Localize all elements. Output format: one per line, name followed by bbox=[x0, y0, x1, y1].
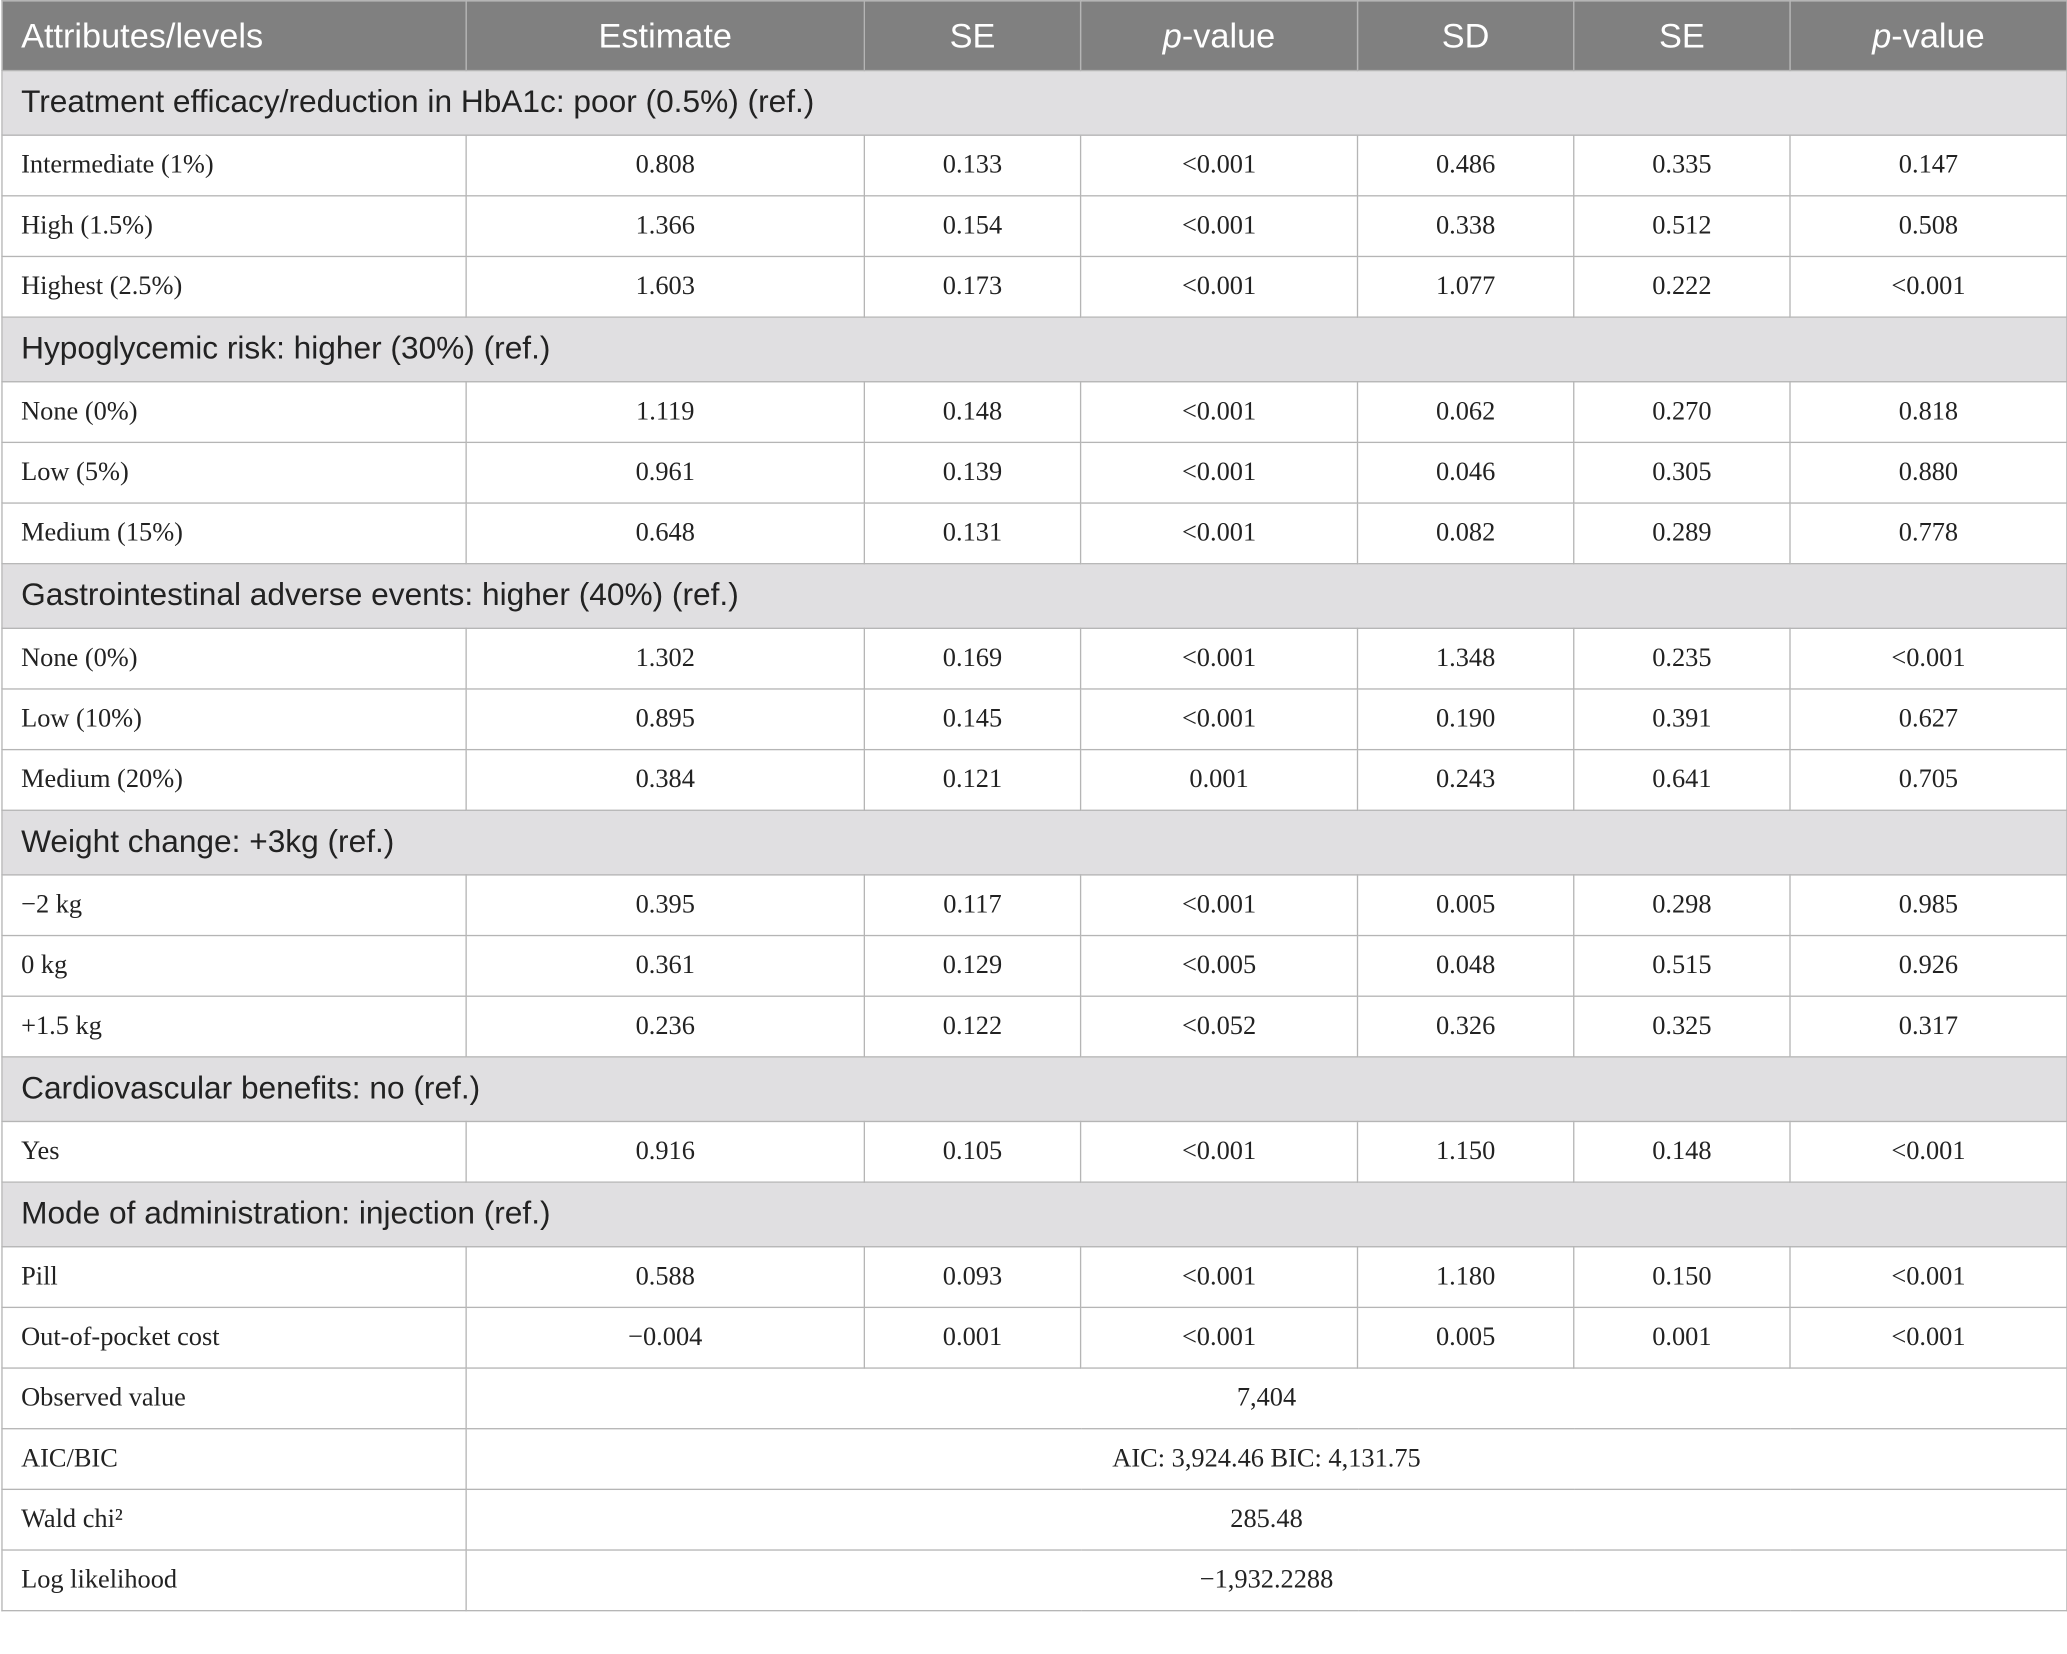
table-row bbox=[2, 996, 2067, 1057]
sd-se-cell: 0.148 bbox=[1574, 1121, 1790, 1182]
table-row bbox=[2, 936, 2067, 997]
section-row bbox=[2, 71, 2067, 136]
sd-se-cell: 0.512 bbox=[1574, 196, 1790, 257]
p-value-cell: <0.001 bbox=[1081, 689, 1358, 750]
estimate-cell: 1.366 bbox=[466, 196, 864, 257]
p-value-cell: <0.001 bbox=[1081, 1247, 1358, 1308]
p-value-cell: <0.001 bbox=[1081, 1307, 1358, 1368]
sd-p-value-cell: 0.985 bbox=[1790, 875, 2067, 936]
stat-label: Wald chi² bbox=[2, 1489, 466, 1550]
table-row bbox=[2, 750, 2067, 811]
se-cell: 0.093 bbox=[864, 1247, 1080, 1308]
p-value-cell: <0.005 bbox=[1081, 936, 1358, 997]
row-label: +1.5 kg bbox=[2, 996, 466, 1057]
estimate-cell: 0.361 bbox=[466, 936, 864, 997]
sd-p-value-cell: 0.705 bbox=[1790, 750, 2067, 811]
estimate-cell: 0.895 bbox=[466, 689, 864, 750]
stat-value: AIC: 3,924.46 BIC: 4,131.75 bbox=[466, 1429, 2067, 1490]
stat-label: Observed value bbox=[2, 1368, 466, 1429]
header-p-rest: -value bbox=[1181, 15, 1276, 55]
sd-cell: 0.005 bbox=[1357, 875, 1573, 936]
sd-p-value-cell: 0.147 bbox=[1790, 135, 2067, 196]
se-cell: 0.117 bbox=[864, 875, 1080, 936]
row-label: Low (10%) bbox=[2, 689, 466, 750]
p-value-cell: <0.001 bbox=[1081, 503, 1358, 564]
sd-cell: 0.486 bbox=[1357, 135, 1573, 196]
sd-cell: 0.082 bbox=[1357, 503, 1573, 564]
p-value-cell: <0.001 bbox=[1081, 256, 1358, 317]
table-row bbox=[2, 135, 2067, 196]
sd-cell: 0.062 bbox=[1357, 382, 1573, 443]
sd-se-cell: 0.289 bbox=[1574, 503, 1790, 564]
sd-se-cell: 0.001 bbox=[1574, 1307, 1790, 1368]
table-row bbox=[2, 503, 2067, 564]
table-row bbox=[2, 628, 2067, 689]
se-cell: 0.121 bbox=[864, 750, 1080, 811]
stat-row bbox=[2, 1489, 2067, 1550]
table-body bbox=[2, 71, 2067, 1611]
sd-p-value-cell: 0.317 bbox=[1790, 996, 2067, 1057]
sd-p-value-cell: 0.818 bbox=[1790, 382, 2067, 443]
estimate-cell: 1.603 bbox=[466, 256, 864, 317]
table-row bbox=[2, 689, 2067, 750]
row-label: Pill bbox=[2, 1247, 466, 1308]
sd-se-cell: 0.305 bbox=[1574, 442, 1790, 503]
row-label: 0 kg bbox=[2, 936, 466, 997]
sd-cell: 1.348 bbox=[1357, 628, 1573, 689]
sd-p-value-cell: 0.880 bbox=[1790, 442, 2067, 503]
table-row bbox=[2, 196, 2067, 257]
sd-p-value-cell: 0.926 bbox=[1790, 936, 2067, 997]
sd-p-value-cell: <0.001 bbox=[1790, 628, 2067, 689]
header-se: SE bbox=[864, 1, 1080, 71]
sd-p-value-cell: 0.508 bbox=[1790, 196, 2067, 257]
sd-se-cell: 0.222 bbox=[1574, 256, 1790, 317]
sd-se-cell: 0.335 bbox=[1574, 135, 1790, 196]
sd-cell: 1.180 bbox=[1357, 1247, 1573, 1308]
sd-p-value-cell: <0.001 bbox=[1790, 1247, 2067, 1308]
sd-se-cell: 0.150 bbox=[1574, 1247, 1790, 1308]
section-title: Weight change: +3kg (ref.) bbox=[2, 810, 2067, 875]
estimate-cell: 1.302 bbox=[466, 628, 864, 689]
p-value-cell: <0.001 bbox=[1081, 875, 1358, 936]
sd-se-cell: 0.391 bbox=[1574, 689, 1790, 750]
row-label: Low (5%) bbox=[2, 442, 466, 503]
header-p-italic: p bbox=[1872, 15, 1892, 55]
se-cell: 0.131 bbox=[864, 503, 1080, 564]
section-row bbox=[2, 810, 2067, 875]
section-title: Hypoglycemic risk: higher (30%) (ref.) bbox=[2, 317, 2067, 382]
row-label: Medium (15%) bbox=[2, 503, 466, 564]
sd-se-cell: 0.515 bbox=[1574, 936, 1790, 997]
se-cell: 0.139 bbox=[864, 442, 1080, 503]
p-value-cell: 0.001 bbox=[1081, 750, 1358, 811]
sd-cell: 0.190 bbox=[1357, 689, 1573, 750]
estimate-cell: −0.004 bbox=[466, 1307, 864, 1368]
header-attribute: Attributes/levels bbox=[2, 1, 466, 71]
section-row bbox=[2, 564, 2067, 629]
table-row bbox=[2, 1247, 2067, 1308]
table-row bbox=[2, 442, 2067, 503]
header-p-value bbox=[1081, 1, 1358, 71]
header-p-italic: p bbox=[1162, 15, 1182, 55]
estimate-cell: 0.395 bbox=[466, 875, 864, 936]
p-value-cell: <0.001 bbox=[1081, 196, 1358, 257]
estimate-cell: 0.588 bbox=[466, 1247, 864, 1308]
sd-cell: 0.046 bbox=[1357, 442, 1573, 503]
sd-p-value-cell: 0.778 bbox=[1790, 503, 2067, 564]
row-label: Out-of-pocket cost bbox=[2, 1307, 466, 1368]
se-cell: 0.001 bbox=[864, 1307, 1080, 1368]
header-row bbox=[2, 1, 2067, 71]
estimate-cell: 0.808 bbox=[466, 135, 864, 196]
row-label: High (1.5%) bbox=[2, 196, 466, 257]
se-cell: 0.105 bbox=[864, 1121, 1080, 1182]
sd-cell: 0.005 bbox=[1357, 1307, 1573, 1368]
section-title: Gastrointestinal adverse events: higher (40%) (ref.) bbox=[2, 564, 2067, 629]
sd-cell: 1.150 bbox=[1357, 1121, 1573, 1182]
row-label: Yes bbox=[2, 1121, 466, 1182]
stat-label: AIC/BIC bbox=[2, 1429, 466, 1490]
section-title: Cardiovascular benefits: no (ref.) bbox=[2, 1057, 2067, 1122]
header-p-value-sd bbox=[1790, 1, 2067, 71]
results-table bbox=[1, 0, 2067, 1611]
row-label: Medium (20%) bbox=[2, 750, 466, 811]
table-row bbox=[2, 875, 2067, 936]
sd-cell: 1.077 bbox=[1357, 256, 1573, 317]
row-label: −2 kg bbox=[2, 875, 466, 936]
stat-value: −1,932.2288 bbox=[466, 1550, 2067, 1611]
sd-p-value-cell: <0.001 bbox=[1790, 256, 2067, 317]
row-label: Intermediate (1%) bbox=[2, 135, 466, 196]
section-title: Mode of administration: injection (ref.) bbox=[2, 1182, 2067, 1247]
p-value-cell: <0.052 bbox=[1081, 996, 1358, 1057]
section-title: Treatment efficacy/reduction in HbA1c: poor (0.5%) (ref.) bbox=[2, 71, 2067, 136]
stat-row bbox=[2, 1368, 2067, 1429]
stat-label: Log likelihood bbox=[2, 1550, 466, 1611]
sd-cell: 0.048 bbox=[1357, 936, 1573, 997]
sd-se-cell: 0.270 bbox=[1574, 382, 1790, 443]
p-value-cell: <0.001 bbox=[1081, 382, 1358, 443]
sd-p-value-cell: 0.627 bbox=[1790, 689, 2067, 750]
p-value-cell: <0.001 bbox=[1081, 1121, 1358, 1182]
stat-row bbox=[2, 1429, 2067, 1490]
stat-value: 7,404 bbox=[466, 1368, 2067, 1429]
sd-p-value-cell: <0.001 bbox=[1790, 1121, 2067, 1182]
p-value-cell: <0.001 bbox=[1081, 628, 1358, 689]
sd-cell: 0.326 bbox=[1357, 996, 1573, 1057]
header-estimate: Estimate bbox=[466, 1, 864, 71]
p-value-cell: <0.001 bbox=[1081, 442, 1358, 503]
table-row bbox=[2, 256, 2067, 317]
row-label: None (0%) bbox=[2, 628, 466, 689]
estimate-cell: 0.648 bbox=[466, 503, 864, 564]
estimate-cell: 0.384 bbox=[466, 750, 864, 811]
se-cell: 0.169 bbox=[864, 628, 1080, 689]
row-label: None (0%) bbox=[2, 382, 466, 443]
estimate-cell: 0.916 bbox=[466, 1121, 864, 1182]
sd-cell: 0.243 bbox=[1357, 750, 1573, 811]
header-sd: SD bbox=[1357, 1, 1573, 71]
se-cell: 0.145 bbox=[864, 689, 1080, 750]
header-p-rest: -value bbox=[1891, 15, 1985, 55]
section-row bbox=[2, 1057, 2067, 1122]
sd-se-cell: 0.325 bbox=[1574, 996, 1790, 1057]
se-cell: 0.154 bbox=[864, 196, 1080, 257]
se-cell: 0.148 bbox=[864, 382, 1080, 443]
table-row bbox=[2, 382, 2067, 443]
table-row bbox=[2, 1121, 2067, 1182]
sd-se-cell: 0.298 bbox=[1574, 875, 1790, 936]
estimate-cell: 1.119 bbox=[466, 382, 864, 443]
stat-value: 285.48 bbox=[466, 1489, 2067, 1550]
se-cell: 0.173 bbox=[864, 256, 1080, 317]
p-value-cell: <0.001 bbox=[1081, 135, 1358, 196]
sd-cell: 0.338 bbox=[1357, 196, 1573, 257]
sd-se-cell: 0.235 bbox=[1574, 628, 1790, 689]
sd-se-cell: 0.641 bbox=[1574, 750, 1790, 811]
header-se-sd: SE bbox=[1574, 1, 1790, 71]
estimate-cell: 0.236 bbox=[466, 996, 864, 1057]
row-label: Highest (2.5%) bbox=[2, 256, 466, 317]
se-cell: 0.122 bbox=[864, 996, 1080, 1057]
se-cell: 0.133 bbox=[864, 135, 1080, 196]
section-row bbox=[2, 1182, 2067, 1247]
sd-p-value-cell: <0.001 bbox=[1790, 1307, 2067, 1368]
estimate-cell: 0.961 bbox=[466, 442, 864, 503]
table-row bbox=[2, 1307, 2067, 1368]
section-row bbox=[2, 317, 2067, 382]
stat-row bbox=[2, 1550, 2067, 1611]
se-cell: 0.129 bbox=[864, 936, 1080, 997]
